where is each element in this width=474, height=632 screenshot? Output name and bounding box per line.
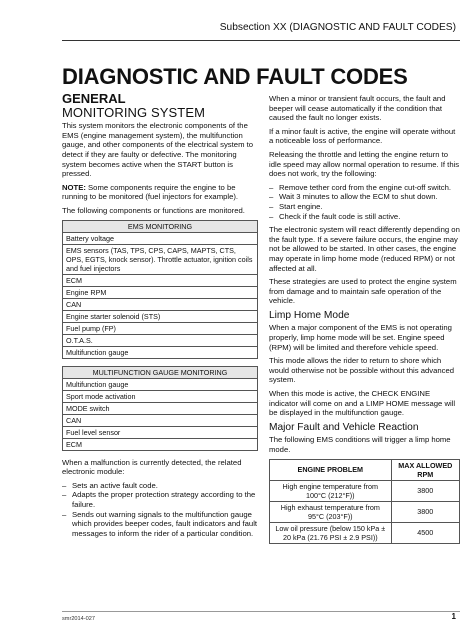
table-cell: Fuel pump (FP): [63, 322, 258, 334]
page-number: 1: [451, 612, 456, 621]
table-row: [270, 522, 460, 543]
rpm-cell: 4500: [391, 522, 459, 543]
list-item: – Adapts the proper protection strategy according to the failure.: [62, 490, 258, 509]
table-row: [270, 480, 460, 501]
major-paragraph: The following EMS conditions will trigger a limp home mode.: [269, 435, 451, 454]
problem-cell: High exhaust temperature from 95°C (203°F)): [270, 501, 392, 522]
intro-paragraph: This system monitors the electronic components of the EMS (engine management system), the multifunction gauge, and other components of the electrical system to detect if they are faulty or defective. The monitoring system becomes active when the START button is pressed.: [62, 121, 254, 179]
table-cell: CAN: [63, 298, 258, 310]
table-cell: O.T.A.S.: [63, 334, 258, 346]
list-item: – Sets an active fault code.: [62, 481, 258, 491]
table-cell: CAN: [63, 414, 258, 426]
table-row: [63, 322, 258, 334]
table-row: [63, 274, 258, 286]
table-cell: Multifunction gauge: [63, 346, 258, 358]
rpm-cell: 3800: [391, 480, 459, 501]
major-fault-heading: Major Fault and Vehicle Reaction: [269, 421, 419, 433]
fault-rpm-table: [269, 459, 460, 544]
table-row: [63, 390, 258, 402]
table-row: [63, 346, 258, 358]
left-column: [62, 91, 258, 542]
table-cell: EMS sensors (TAS, TPS, CPS, CAPS, MAPTS, CTS, OPS, EGTS, knock sensor). Throttle actuator, ignition coils and fuel injectors: [63, 244, 258, 274]
footer-code: smr2014-027: [62, 616, 95, 622]
note-paragraph: [62, 183, 258, 202]
table-cell: Battery voltage: [63, 232, 258, 244]
minor-fault-paragraph: When a minor or transient fault occurs, the fault and beeper will cease automatically if the condition that caused the fault no longer exists.: [269, 94, 446, 123]
table-cell: Fuel level sensor: [63, 426, 258, 438]
ems-monitoring-table: [62, 220, 258, 359]
subsection-header: Subsection XX (DIAGNOSTIC AND FAULT CODES): [219, 22, 456, 33]
table-cell: MODE switch: [63, 402, 258, 414]
table-row: [63, 310, 258, 322]
minor-active-paragraph: If a minor fault is active, the engine will operate without a noticeable loss of performance.: [269, 126, 456, 146]
list-item: – Sends out warning signals to the multifunction gauge which provides beeper codes, fault indicators and fault messages to inform the rider of a particular condition.: [62, 510, 258, 539]
steps-list: [269, 183, 460, 221]
header-rule: [62, 40, 460, 41]
table-row: [63, 378, 258, 390]
rpm-cell: 3800: [391, 501, 459, 522]
strategies-paragraph: These strategies are used to protect the engine system from damage and to maintain safe operation of the vehicle.: [269, 277, 457, 306]
limp-paragraph-1: When a major component of the EMS is not operating properly, limp home mode will be set. Engine speed (RPM) will be limited and therefore vehicle speed.: [269, 323, 452, 352]
list-item: – Wait 3 minutes to allow the ECM to shut down.: [269, 192, 460, 202]
table-row: [63, 402, 258, 414]
list-item: – Remove tether cord from the engine cut-off switch.: [269, 183, 460, 193]
list-item: – Check if the fault code is still active.: [269, 212, 460, 222]
limp-paragraph-2: This mode allows the rider to return to shore which would otherwise not be possible without this advanced system.: [269, 356, 455, 385]
right-column: [269, 94, 460, 551]
table-cell: Multifunction gauge: [63, 378, 258, 390]
table-row: [63, 244, 258, 274]
table-row: [63, 426, 258, 438]
table-row: [63, 334, 258, 346]
table-row: [63, 286, 258, 298]
table-cell: Sport mode activation: [63, 390, 258, 402]
table-row: [63, 298, 258, 310]
max-rpm-header: MAX ALLOWED RPM: [391, 459, 459, 480]
gauge-table-header: MULTIFUNCTION GAUGE MONITORING: [63, 366, 258, 378]
footer-rule: [62, 611, 460, 612]
table-row: [63, 232, 258, 244]
limp-paragraph-3: When this mode is active, the CHECK ENGINE indicator will come on and a LIMP HOME message will be displayed in the multifunction gauge.: [269, 389, 456, 418]
problem-cell: High engine temperature from 100°C (212°F)): [270, 480, 392, 501]
table-cell: ECM: [63, 274, 258, 286]
malfunction-list: [62, 481, 258, 539]
malfunction-intro: When a malfunction is currently detected, the related electronic module:: [62, 457, 242, 477]
list-item: – Start engine.: [269, 202, 460, 212]
problem-cell: Low oil pressure (below 150 kPa ± 20 kPa (21.76 PSI ± 2.9 PSI)): [270, 522, 392, 543]
ems-table-header: EMS MONITORING: [63, 220, 258, 232]
table-cell: ECM: [63, 438, 258, 450]
note-text: Some components require the engine to be running to be monitored (fuel injectors for example).: [62, 182, 239, 202]
table-row: [270, 501, 460, 522]
table-cell: Engine starter solenoid (STS): [63, 310, 258, 322]
components-intro: The following components or functions are monitored.: [62, 205, 245, 215]
table-row: [63, 414, 258, 426]
table-cell: Engine RPM: [63, 286, 258, 298]
page-title: DIAGNOSTIC AND FAULT CODES: [62, 64, 408, 89]
gauge-monitoring-table: [62, 366, 258, 451]
monitoring-heading: MONITORING SYSTEM: [62, 104, 206, 120]
engine-problem-header: ENGINE PROBLEM: [270, 459, 392, 480]
table-row: [63, 438, 258, 450]
note-label: NOTE:: [62, 182, 86, 192]
limp-home-heading: Limp Home Mode: [269, 309, 350, 321]
reaction-paragraph: The electronic system will react differently depending on the fault type. If a severe failure occurs, the engine may not be allowed to be started. In other cases, the engine may operate in limp home mode (reduced RPM) or not affected at all.: [269, 225, 460, 273]
general-heading: GENERAL: [62, 91, 126, 106]
throttle-paragraph: Releasing the throttle and letting the engine return to idle speed may allow normal operation to resume. If this does not work, try the following:: [269, 149, 460, 179]
